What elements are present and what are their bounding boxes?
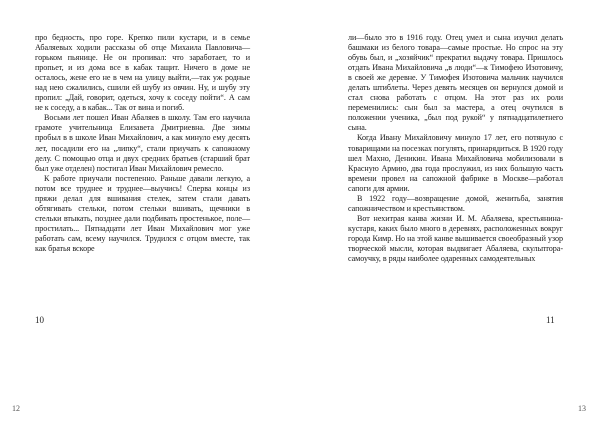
right-page-number: 11 (546, 315, 555, 325)
left-paragraph-3: К работе приучали постепенно. Раньше давали легкую, а потом все труднее и труднее—выучись! Сперва концы из пряжи делал для вшивания стелек, затем стали давать обтягивать стельки, потом стельки вшивать, щечники в стельки втыкать, позднее дали подбивать простенькое, поле—простилать... Пятнадцати лет Иван Михайлович мог уже работать сам, всему научился. Трудился с отцом вместе, так как братья вскоре (35, 173, 250, 253)
right-page-text (348, 33, 563, 264)
right-paragraph-1: ли—было это в 1916 году. Отец умел и сына изучил делать башмаки из белого товара—самые простые. Но спрос на эту обувь был, и „хозяйчик“ прекратил выдачу товара. Пришлось отдать Ивана Михайловича „в люди“—к Тимофею Изотовичу, в своей же деревне. У Тимофея Изотовича мальчик научился делать штиблеты. Через девять месяцев он вернулся домой и стал снова работать с отцом. На этот раз их роли переменились: сын был за мастера, а отец очутился в положении ученика, „был под рукой“ у пятнадцатилетнего сына. (348, 33, 563, 133)
scan-number-right: 13 (578, 404, 586, 413)
left-paragraph-1: про бедность, про горе. Крепко пили кустари, и в семье Абаляевых ходили рассказы об отце Михаила Павловича—горьком пьянице. Не он пропивал: что заработает, то и пропьет, и из дома все в кабак тащит. Ничего в доме не осталось, жене его не в чем на улицу выйти,—так уж родные над нею сжалились, сшили ей шубу из овчин. Ну, и шубу эту пропил: „Дай, говорит, одеться, хочу к соседу пойти“. А сам не к соседу, а в кабак... Так от вина и погиб. (35, 33, 250, 113)
right-paragraph-4: Вот нехитрая канва жизни И. М. Абаляева, крестьянина-кустаря, каких было много в деревнях, расположенных вокруг города Кимр. Но на этой канве вышивается своеобразный узор творческой мысли, которая выдвигает Абаляева, скульптора-самоучку, в ряды наиболее одаренных самодеятельных (348, 213, 563, 264)
left-page-number: 10 (35, 315, 44, 325)
right-paragraph-2: Когда Ивану Михайловичу минуло 17 лет, его потянуло с товарищами на посезках погулять, принарядиться. В 1920 году шел Махно, Деникин. Ивана Михайловича мобилизовали в Красную Армию, два года прослужил, из них большую часть времени провел на сапожной фабрике в Москве—работал сапоги для армии. (348, 133, 563, 193)
left-page-text (35, 33, 250, 254)
scan-number-left: 12 (12, 404, 20, 413)
right-paragraph-3: В 1922 году—возвращение домой, женитьба, занятия сапожничеством и крестьянством. (348, 193, 563, 213)
left-paragraph-2: Восьми лет пошел Иван Абаляев в школу. Там его научила грамоте учительница Елизавета Дмитриевна. Две зимы пробыл в в школе Иван Михайлович, а как минуло ему десять лет, посадили его на „липку“, стали приучать к сапожному делу. С помощью отца и двух средних братьев (старший брат был уже отделен) постигал Иван Михайлович ремесло. (35, 113, 250, 173)
